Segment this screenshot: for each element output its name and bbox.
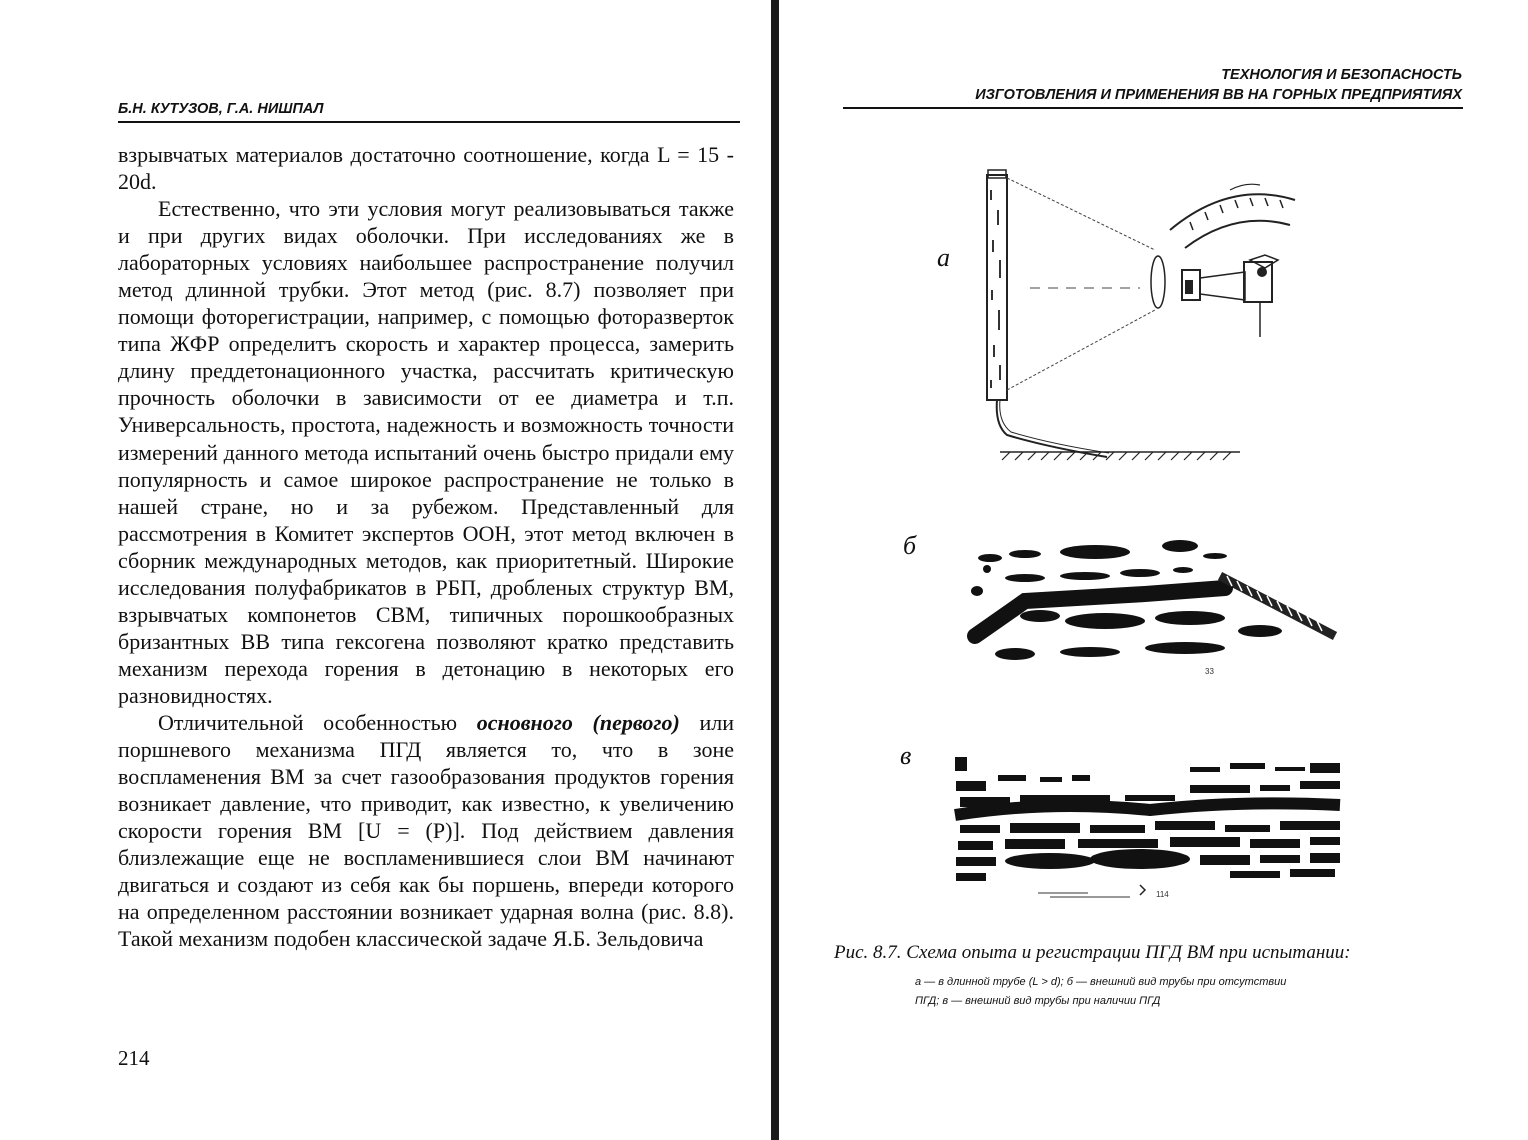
figure-caption-sub2: ПГД; в — внешний вид трубы при наличии ПГД: [915, 995, 1161, 1007]
figure-a-experiment-scheme: [960, 160, 1310, 470]
figure-label-v: в: [900, 741, 912, 770]
figure-label-a: a: [937, 243, 950, 272]
figure-caption-sub1: а — в длинной трубе (L > d); б — внешний вид трубы при отсутствии: [915, 976, 1287, 988]
page-number: 214: [118, 1046, 150, 1070]
figure-caption: Рис. 8.7. Схема опыта и регистрации ПГД ВМ при испытании:: [834, 942, 1351, 963]
paragraph-3-rest: или поршневого механизма ПГД является то, что в зоне воспламенения ВМ за счет газообразования продуктов горения возникает давление, что приводит, как известно, к увеличению скорости горения ВМ [U = (P)]. Под действием давления близлежащие еще не воспламенившиеся слои ВМ начинают двигаться и создают из себя как бы поршень, впереди которого на определенном расстоянии возникает ударная волна (рис. 8.8). Такой механизм подобен классической задаче Я.Б. Зельдовича: [118, 709, 735, 952]
left-body-text: [118, 141, 734, 952]
right-running-header-line2: ИЗГОТОВЛЕНИЯ И ПРИМЕНЕНИЯ ВВ НА ГОРНЫХ ПРЕДПРИЯТИЯХ: [975, 87, 1462, 103]
left-header-rule: [118, 121, 740, 123]
paragraph-3-start: Отличительной особенностью: [158, 709, 458, 735]
right-running-header-line1: ТЕХНОЛОГИЯ И БЕЗОПАСНОСТЬ: [1221, 67, 1462, 83]
paragraph-2: Естественно, что эти условия могут реализовываться также и при других видах оболочки. При исследованиях же в лабораторных условиях наибольшее распространение получил метод длинной трубки. Этот метод (рис. 8.7) позволяет при помощи фоторегистрации, например, с помощью фоторазверток типа ЖФР определитъ скорость и характер процесса, замерить длину преддетонационного участка, рассчитать критическую прочность оболочки в зависимости от ее диаметра и т.п. Универсальность, простота, надежность и возможность точности измерений данного метода испытаний очень быстро придали ему популярность и самое широкое распространение не только в нашей стране, но и за рубежом. Представленный для рассмотрения в Комитет экспертов ООН, этот метод включен в сборник международных методов, как приоритетный. Широкие исследования полуфабрикатов в РБП, дробленых структур ВМ, взрывчатых компонетов СВМ, типичных порошкообразных бризантных ВВ типа гексогена позволяют кратко представить механизм перехода горения в детонацию в некоторых его разновидностях.: [118, 196, 734, 708]
figure-b-scale-mark: 33: [1205, 667, 1214, 676]
figure-v-scale-mark: 114: [1156, 890, 1169, 899]
left-running-header: Б.Н. КУТУЗОВ, Г.А. НИШПАЛ: [118, 101, 324, 117]
figure-b-tube-without-pgd: [965, 536, 1345, 676]
paragraph-3: [118, 709, 734, 952]
book-spine: [771, 0, 779, 1140]
paragraph-3-emphasis: основного (первого): [476, 709, 680, 735]
right-header-rule: [843, 107, 1463, 109]
figure-label-b: б: [903, 531, 917, 560]
paragraph-1: взрывчатых материалов достаточно соотношение, когда L = 15 - 20d.: [118, 142, 734, 195]
figure-v-tube-with-pgd: [950, 755, 1350, 905]
